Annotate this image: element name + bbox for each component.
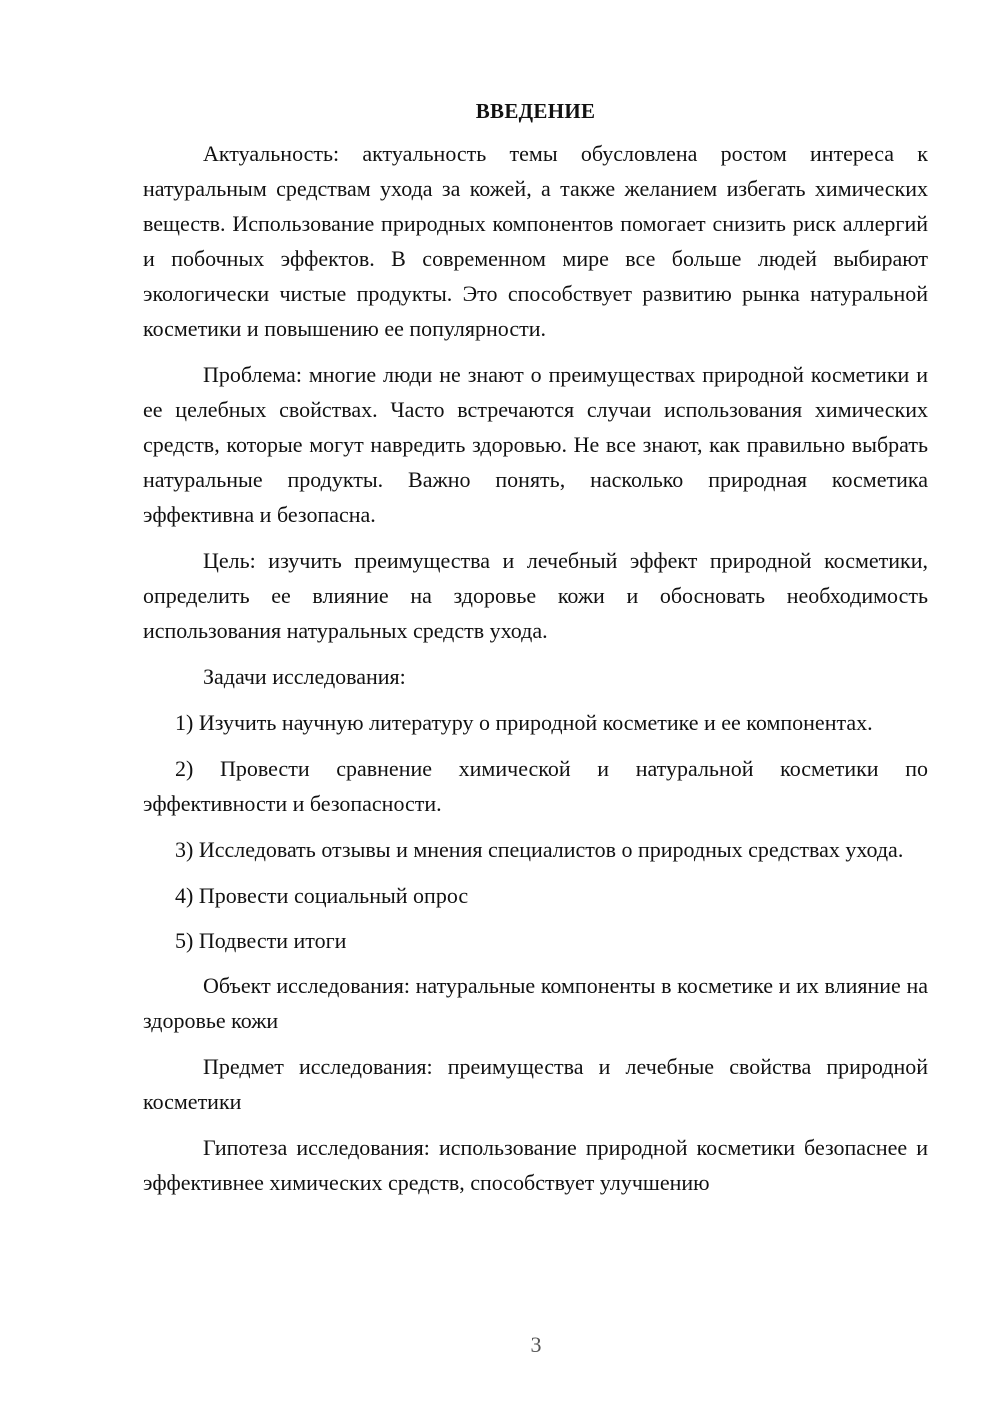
text-column bbox=[143, 96, 928, 1200]
task-item-1: 1) Изучить научную литературу о природной косметике и ее компонентах. bbox=[175, 710, 873, 735]
task-item-3: 3) Исследовать отзывы и мнения специалистов о природных средствах ухода. bbox=[175, 837, 904, 862]
section-title: ВВЕДЕНИЕ bbox=[475, 99, 596, 123]
paragraph-subject: Предмет исследования: преимущества и лечебные свойства природной косметики bbox=[143, 1054, 928, 1114]
paragraph-problem: Проблема: многие люди не знают о преимуществах природной косметики и ее целебных свойствах. Часто встречаются случаи использования химических средств, которые могут навредить здоровью. Не все знают, как правильно выбрать натуральные продукты. Важно понять, насколько природная косметика эффективна и безопасна. bbox=[143, 362, 928, 527]
task-item-2: 2) Провести сравнение химической и натуральной косметики по эффективности и безопасности. bbox=[143, 756, 928, 816]
task-item-5: 5) Подвести итоги bbox=[175, 928, 347, 953]
paragraph-object: Объект исследования: натуральные компоненты в косметике и их влияние на здоровье кожи bbox=[143, 973, 928, 1033]
paragraph-hypothesis: Гипотеза исследования: использование природной косметики безопаснее и эффективнее химических средств, способствует улучшению bbox=[143, 1135, 928, 1195]
tasks-heading: Задачи исследования: bbox=[203, 664, 406, 689]
page-number: 3 bbox=[530, 1332, 542, 1357]
paragraph-goal: Цель: изучить преимущества и лечебный эффект природной косметики, определить ее влияние на здоровье кожи и обосновать необходимость использования натуральных средств ухода. bbox=[143, 548, 928, 643]
task-item-4: 4) Провести социальный опрос bbox=[175, 883, 469, 908]
paragraph-relevance: Актуальность: актуальность темы обусловлена ростом интереса к натуральным средствам ухода за кожей, а также желанием избегать химических веществ. Использование природных компонентов помогает снизить риск аллергий и побочных эффектов. В современном мире все больше людей выбирают экологически чистые продукты. Это способствует развитию рынка натуральной косметики и повышению ее популярности. bbox=[143, 141, 928, 341]
